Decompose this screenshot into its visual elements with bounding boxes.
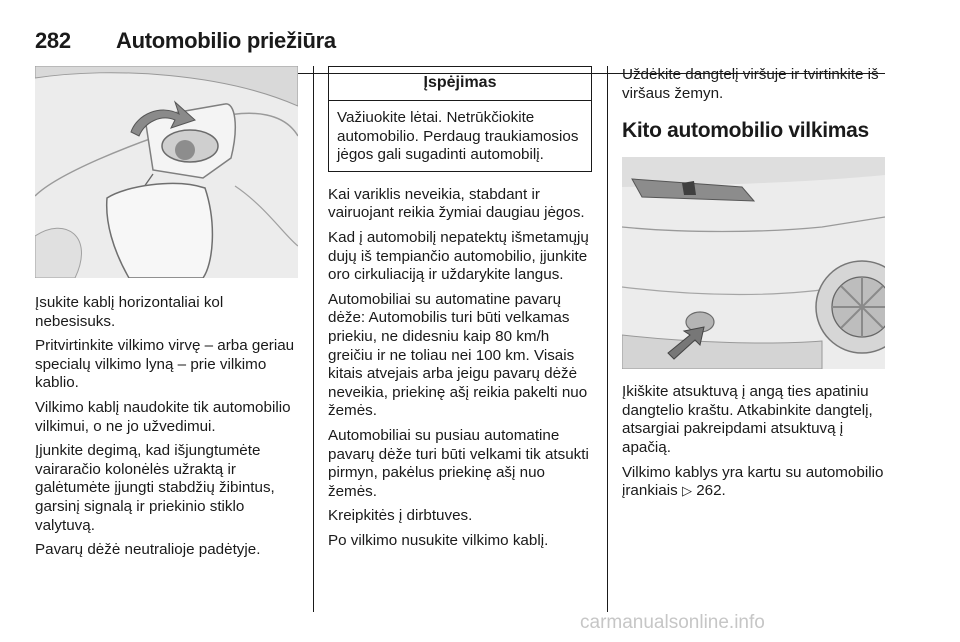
- warning-box: [328, 66, 592, 172]
- page-reference-arrow-icon: ▷: [681, 483, 692, 499]
- paragraph: Pavarų dėžė neutralioje padėtyje.: [35, 541, 261, 559]
- paragraph: Pritvirtinkite vilkimo virvę – arba geriau specialų vilkimo lyną – prie vilkimo kablio.: [35, 337, 295, 392]
- page-reference-link[interactable]: 262.: [696, 482, 726, 500]
- paragraph-text: Vilkimo kablys yra kartu su automobilio įrankiais: [622, 463, 884, 500]
- paragraph: Kreipkitės į dirbtuves.: [328, 507, 473, 525]
- paragraph: Įkiškite atsuktuvą į angą ties apatiniu dangtelio kraštu. Atkabinkite dangtelį, atsargiai pakreipdami atsuktuvą į apačią.: [622, 383, 873, 456]
- section-title: Automobilio priežiūra: [116, 28, 336, 53]
- warning-text: Važiuokite lėtai. Netrūkčiokite automobilio. Perdaug traukiamosios jėgos gali sugadinti automobilį.: [337, 109, 579, 164]
- paragraph: Automobiliai su automatine pavarų dėže: Automobilis turi būti velkamas priekiu, ne didesniu kaip 80 km/h greičiu ir ne toliau nei 100 km. Visais kitais atvejais arba jeigu pavarų dėžė neveikia, priekinę ašį reikia pakelti nuo žemės.: [328, 290, 588, 420]
- page-header: [35, 22, 885, 54]
- paragraph: Automobiliai su pusiau automatine pavarų dėže turi būti velkami tik atsukti pirmyn, pakėlus priekinę ašį nuo žemės.: [328, 426, 589, 500]
- rear-bumper-tow-eye-cover-illustration: [622, 157, 885, 369]
- paragraph: Įsukite kablį horizontaliai kol nebesisuks.: [35, 294, 224, 330]
- column-1: [35, 66, 298, 566]
- column-3: [622, 66, 887, 507]
- paragraph: Po vilkimo nusukite vilkimo kablį.: [328, 531, 549, 549]
- paragraph: Kai variklis neveikia, stabdant ir vairuojant reikia žymiai daugiau jėgos.: [328, 185, 585, 222]
- paragraph: Įjunkite degimą, kad išjungtumėte vairaračio kolonėlės užraktą ir galėtumėte įjungti stabdžių žibintus, garsinį signalą ir priekinio stiklo valytuvą.: [35, 442, 275, 534]
- paragraph: Uždėkite dangtelį viršuje ir tvirtinkite iš viršaus žemyn.: [622, 66, 879, 102]
- section-heading: Kito automobilio vilkimas: [622, 119, 869, 143]
- paragraph: Vilkimo kablį naudokite tik automobilio vilkimui, o ne jo užvedimui.: [35, 398, 291, 435]
- page-number: 282: [35, 28, 71, 53]
- watermark: carmanualsonline.info: [580, 612, 765, 633]
- paragraph: [622, 464, 887, 501]
- column-divider: [313, 66, 314, 612]
- column-2: [328, 66, 592, 556]
- paragraph: Kad į automobilį nepatektų išmetamųjų dujų iš tempiančio automobilio, įjunkite oro cirkuliaciją ir uždarykite langus.: [328, 228, 589, 284]
- warning-title: Įspėjimas: [329, 67, 591, 101]
- column-divider: [607, 66, 608, 612]
- tow-hook-cover-illustration: [35, 66, 298, 278]
